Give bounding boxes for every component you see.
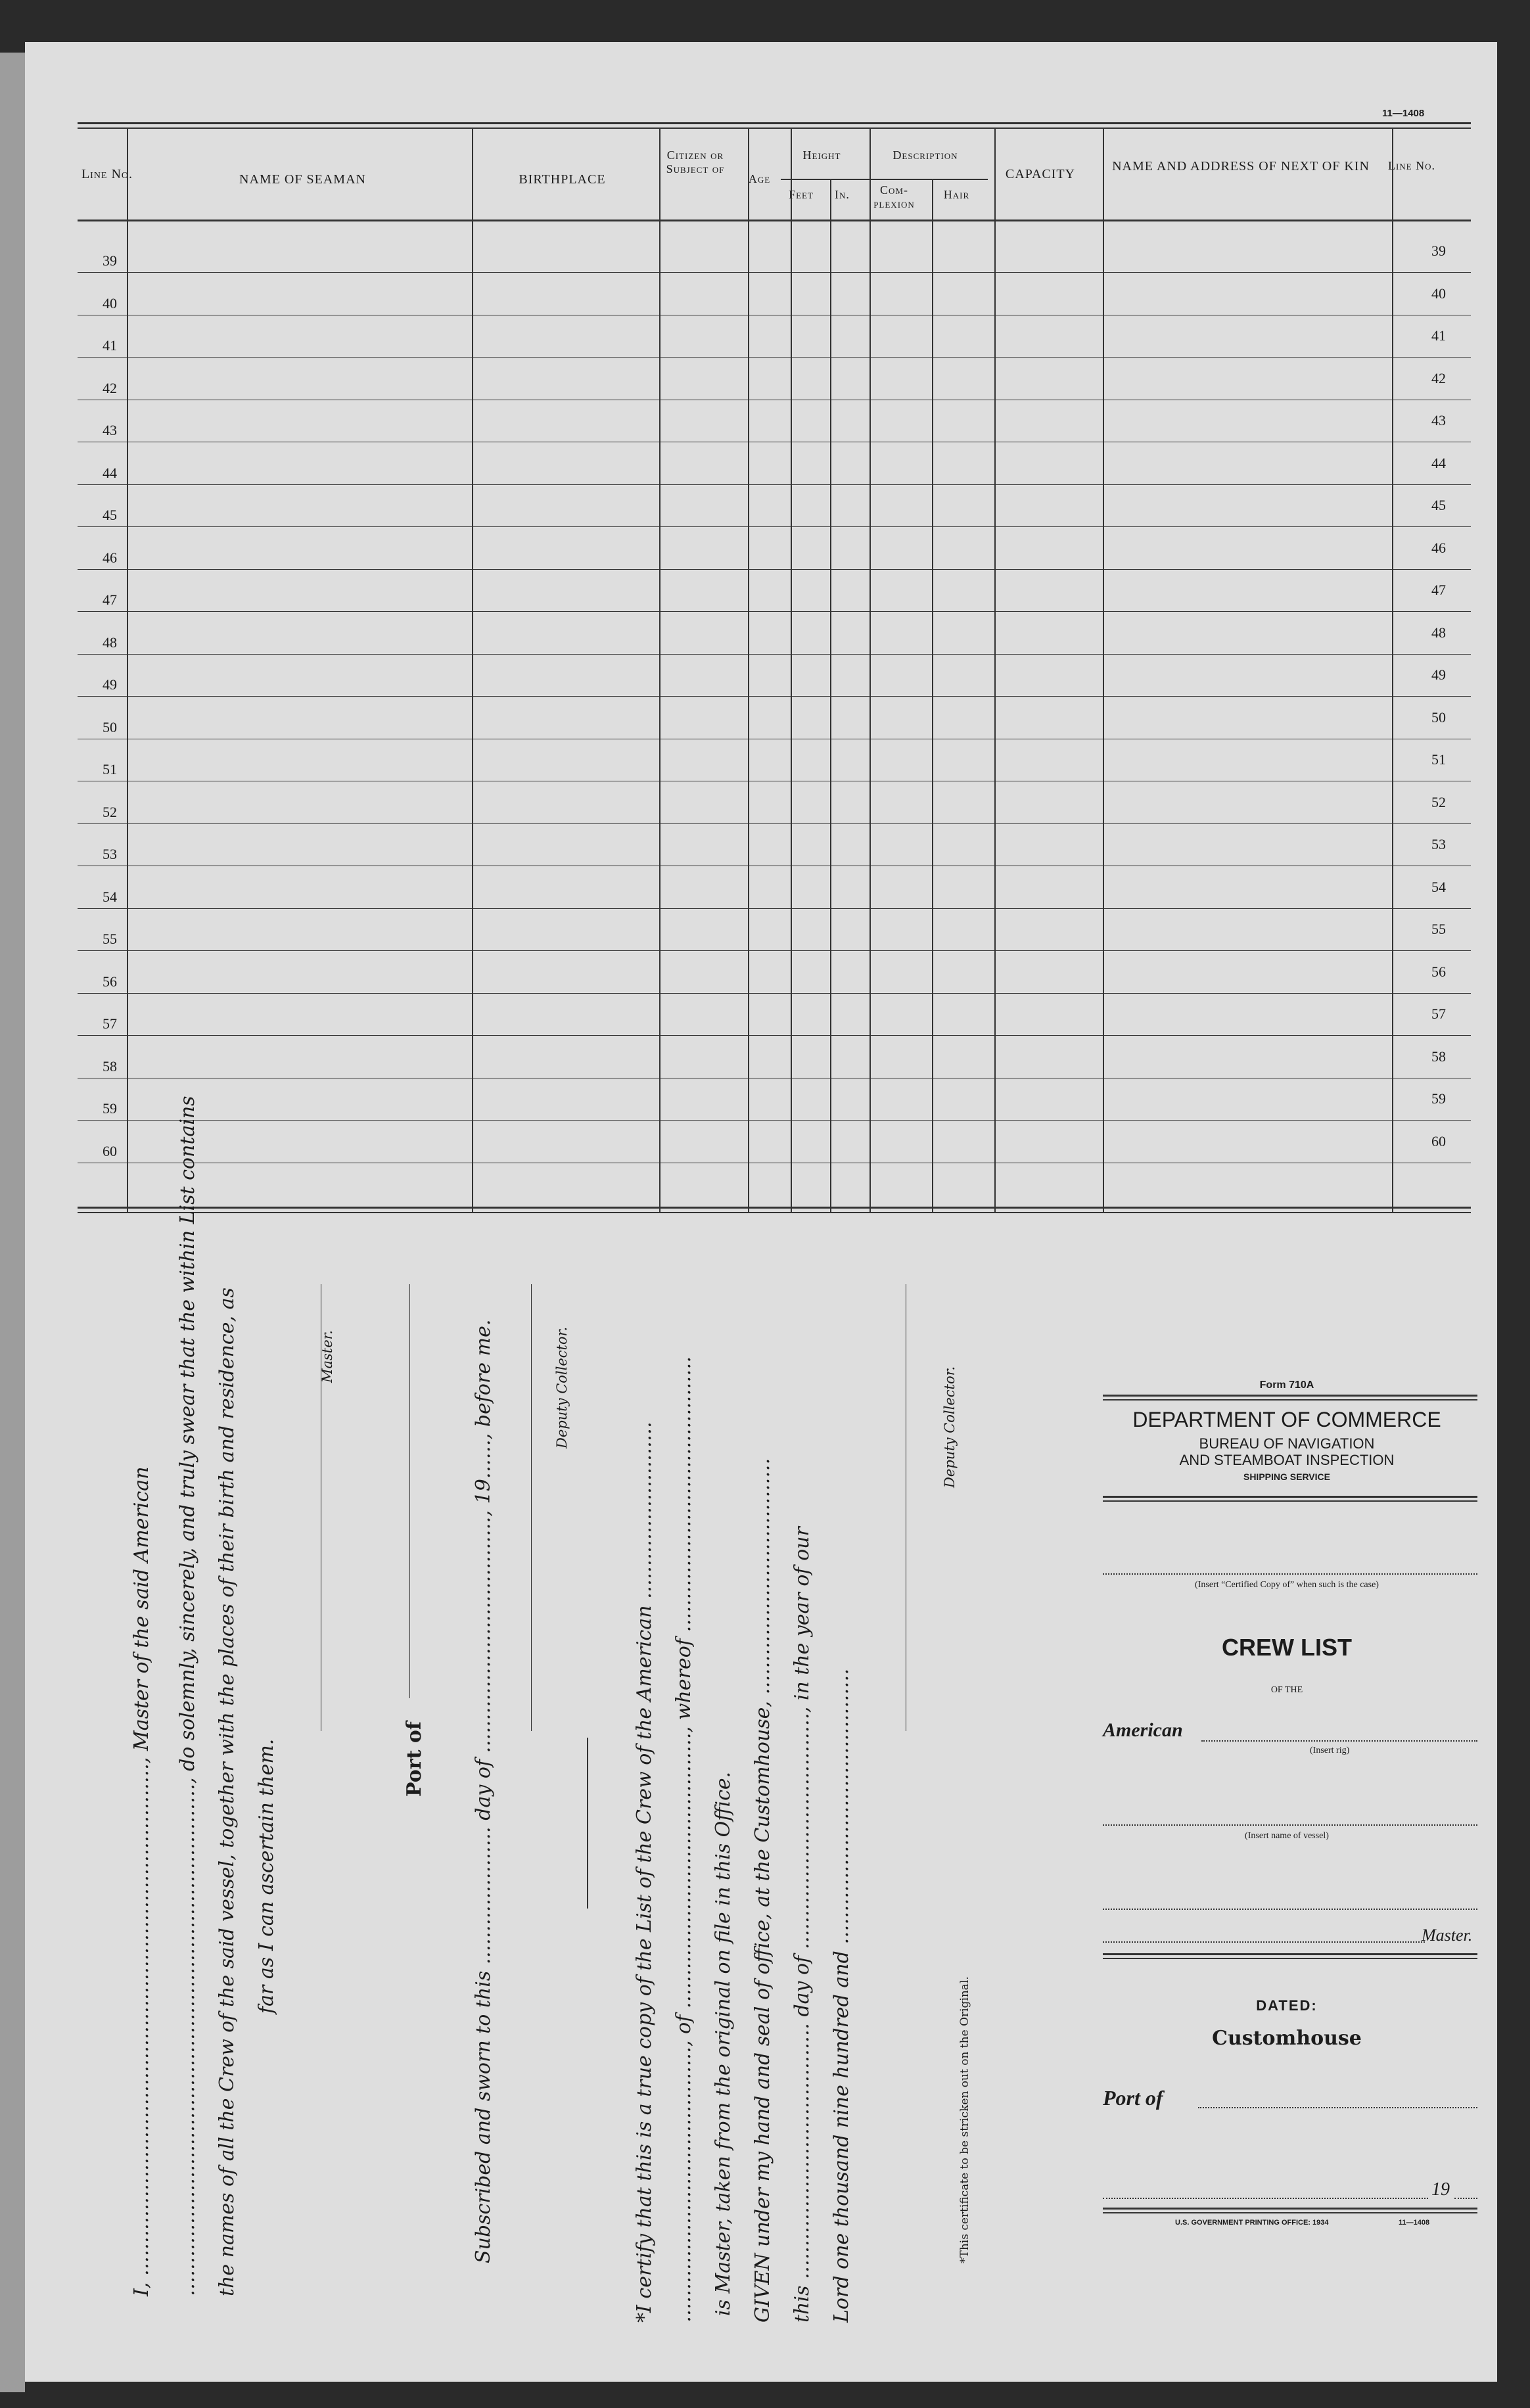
line-number-left: 55 [103, 931, 117, 947]
of-the: OF THE [1270, 1685, 1303, 1695]
line-number-right: 44 [1431, 454, 1446, 471]
line-number-left: 47 [103, 591, 117, 608]
table-row [78, 993, 1471, 994]
table-row [78, 696, 1471, 697]
col-rule [994, 127, 996, 1212]
form-code-top: 11—1408 [1382, 108, 1425, 119]
col-rule [791, 127, 792, 1212]
line-number-left: 46 [103, 549, 117, 566]
table-row [78, 569, 1471, 570]
table-top-rule-inner [78, 127, 1471, 129]
header-line-no-right: Line No. [1387, 159, 1436, 172]
header-subrule [781, 179, 988, 180]
line-number-right: 49 [1431, 666, 1446, 683]
crew-list-title: CREW LIST [1222, 1634, 1352, 1661]
line-number-right: 39 [1431, 243, 1446, 259]
insert-rig-note: (Insert rig) [1310, 1746, 1350, 1755]
line-number-left: 54 [103, 888, 117, 905]
certify-line-1: *I certify that this is a true copy of the List of the Crew of the American ……………………… [633, 1421, 656, 2323]
line-number-left: 42 [103, 379, 117, 396]
table-row [78, 1035, 1471, 1036]
line-number-left: 59 [103, 1100, 117, 1117]
line-number-right: 47 [1431, 582, 1446, 598]
table-row [78, 654, 1471, 655]
given-line: GIVEN under my hand and seal of office, at the Customhouse, ……………………………… [751, 1458, 774, 2323]
bureau-line-1: BUREAU OF NAVIGATION [1199, 1435, 1375, 1452]
table-row [78, 950, 1471, 951]
port-of-label: Port of [403, 1721, 426, 1797]
table-row [78, 526, 1471, 527]
rig-line [1201, 1740, 1477, 1742]
insert-name-note: (Insert name of vessel) [1245, 1831, 1329, 1841]
table-row [78, 823, 1471, 824]
insert-certified-note: (Insert “Certified Copy of” when such is the case) [1195, 1580, 1379, 1590]
table-row [78, 272, 1471, 273]
line-number-right: 41 [1431, 327, 1446, 344]
table-bottom-rule-inner [78, 1212, 1471, 1213]
line-number-right: 53 [1431, 836, 1446, 852]
printer-imprint: U.S. GOVERNMENT PRINTING OFFICE: 1934 [1175, 2219, 1329, 2227]
header-inches: In. [835, 188, 850, 201]
oath-line-4: far as I can ascertain them. [255, 1738, 278, 2014]
line-number-right: 42 [1431, 369, 1446, 386]
col-rule [830, 179, 831, 1212]
line-number-left: 41 [103, 337, 117, 354]
header-name-of-seaman: NAME OF SEAMAN [239, 172, 366, 187]
crew-list-sheet [25, 42, 1497, 2382]
date-line [1103, 2198, 1428, 2199]
cover-port-line [1198, 2107, 1477, 2108]
header-feet: Feet [789, 188, 814, 201]
oath-line-2: ……………………………………………………………………, do solemnly, sincerely, and truly swear that the within List contains [176, 1096, 199, 2296]
certify-line-3: is Master, taken from the original on file in this Office. [712, 1771, 735, 2316]
line-number-right: 50 [1431, 708, 1446, 726]
bureau-line-2: AND STEAMBOAT INSPECTION [1179, 1452, 1395, 1468]
line-number-right: 56 [1431, 963, 1446, 980]
shipping-service: SHIPPING SERVICE [1243, 1471, 1330, 1482]
line-number-right: 54 [1431, 878, 1446, 895]
master-line-2 [1103, 1941, 1425, 1943]
line-number-left: 51 [103, 761, 117, 777]
header-bottom-rule [78, 220, 1471, 221]
line-number-left: 53 [103, 846, 117, 862]
line-number-left: 39 [103, 252, 117, 269]
customhouse-label: Customhouse [1212, 2027, 1362, 2050]
table-bottom-rule [78, 1207, 1471, 1209]
col-rule [1392, 127, 1393, 1212]
cover-master-label: Master. [1422, 1926, 1473, 1945]
line-number-right: 52 [1431, 793, 1446, 810]
line-number-left: 56 [103, 973, 117, 990]
table-row [78, 1120, 1471, 1121]
header-capacity: CAPACITY [1005, 167, 1076, 181]
subscribed-text: Subscribed and sworn to this ………………… day of ………………………………, 19……, before me. [472, 1319, 495, 2263]
port-line [409, 1284, 410, 1698]
oath-line-1: I, ……………………………………………………………………, Master of the said American [130, 1466, 153, 2296]
line-number-left: 48 [103, 634, 117, 651]
line-number-left: 50 [103, 718, 117, 735]
header-height: Height [802, 149, 841, 162]
table-top-rule [78, 122, 1471, 124]
line-number-right: 43 [1431, 412, 1446, 428]
table-row [78, 357, 1471, 358]
table-row [78, 611, 1471, 612]
line-number-right: 60 [1431, 1132, 1446, 1149]
line-number-right: 48 [1431, 624, 1446, 641]
header-line-no: Line No. [81, 167, 133, 181]
col-rule [869, 127, 871, 1212]
cover-form-code: 11—1408 [1399, 2219, 1430, 2227]
year-label: 19 [1431, 2179, 1450, 2200]
line-number-left: 49 [103, 676, 117, 693]
table-row [78, 908, 1471, 909]
certify-line-2: ……………………………………, of ……………………………………, whereof …………………………………… [672, 1356, 695, 2323]
certified-copy-line [1103, 1573, 1477, 1575]
header-citizen: Citizen or Subject of [666, 149, 725, 175]
form-number: Form 710A [1259, 1379, 1314, 1391]
line-number-left: 57 [103, 1015, 117, 1032]
line-number-right: 45 [1431, 497, 1446, 513]
line-number-right: 40 [1431, 285, 1446, 302]
oath-line-3: the names of all the Crew of the said vessel, together with the places of their birth and residence, as [216, 1287, 239, 2296]
line-number-left: 45 [103, 507, 117, 523]
col-rule [748, 127, 749, 1212]
col-rule [472, 127, 473, 1212]
header-next-of-kin: NAME AND ADDRESS OF NEXT OF KIN [1112, 159, 1370, 174]
department: DEPARTMENT OF COMMERCE [1132, 1408, 1441, 1431]
deputy-collector-label-2: Deputy Collector. [942, 1366, 958, 1488]
line-number-left: 44 [103, 464, 117, 481]
dated-label: DATED: [1256, 1997, 1318, 2014]
american-label: American [1103, 1719, 1183, 1741]
line-number-right: 57 [1431, 1006, 1446, 1022]
collector-signature-line [531, 1284, 532, 1731]
col-rule [659, 127, 661, 1212]
line-number-left: 52 [103, 803, 117, 820]
separator-rule [587, 1738, 588, 1909]
header-birthplace: BIRTHPLACE [519, 172, 606, 187]
col-rule [932, 179, 933, 1212]
line-number-right: 55 [1431, 921, 1446, 937]
header-complexion: Com-plexion [873, 183, 915, 210]
vessel-name-line [1103, 1824, 1477, 1826]
line-number-right: 59 [1431, 1090, 1446, 1107]
header-hair: Hair [943, 188, 970, 201]
footnote: *This certificate to be stricken out on the Original. [958, 1976, 971, 2263]
line-number-left: 60 [103, 1142, 117, 1159]
line-number-left: 43 [103, 422, 117, 438]
header-description: Description [892, 149, 958, 162]
line-number-left: 58 [103, 1057, 117, 1075]
deputy-collector-label: Deputy Collector. [554, 1326, 570, 1448]
col-rule [1103, 127, 1104, 1212]
this-day-line: this ………………………………… day of ………………………………, in the year of our [791, 1527, 814, 2323]
binding-edge [0, 53, 25, 2392]
master-line-1 [1103, 1909, 1477, 1910]
header-age: Age [748, 172, 771, 185]
line-number-left: 40 [103, 294, 117, 312]
line-number-right: 51 [1431, 751, 1446, 768]
col-rule [127, 127, 128, 1212]
master-label: Master. [319, 1330, 335, 1383]
line-number-right: 46 [1431, 539, 1446, 556]
table-row [78, 484, 1471, 485]
cover-port-of-label: Port of [1103, 2086, 1163, 2110]
line-number-right: 58 [1431, 1048, 1446, 1065]
lord-line: Lord one thousand nine hundred and …………………………………… [830, 1668, 853, 2323]
